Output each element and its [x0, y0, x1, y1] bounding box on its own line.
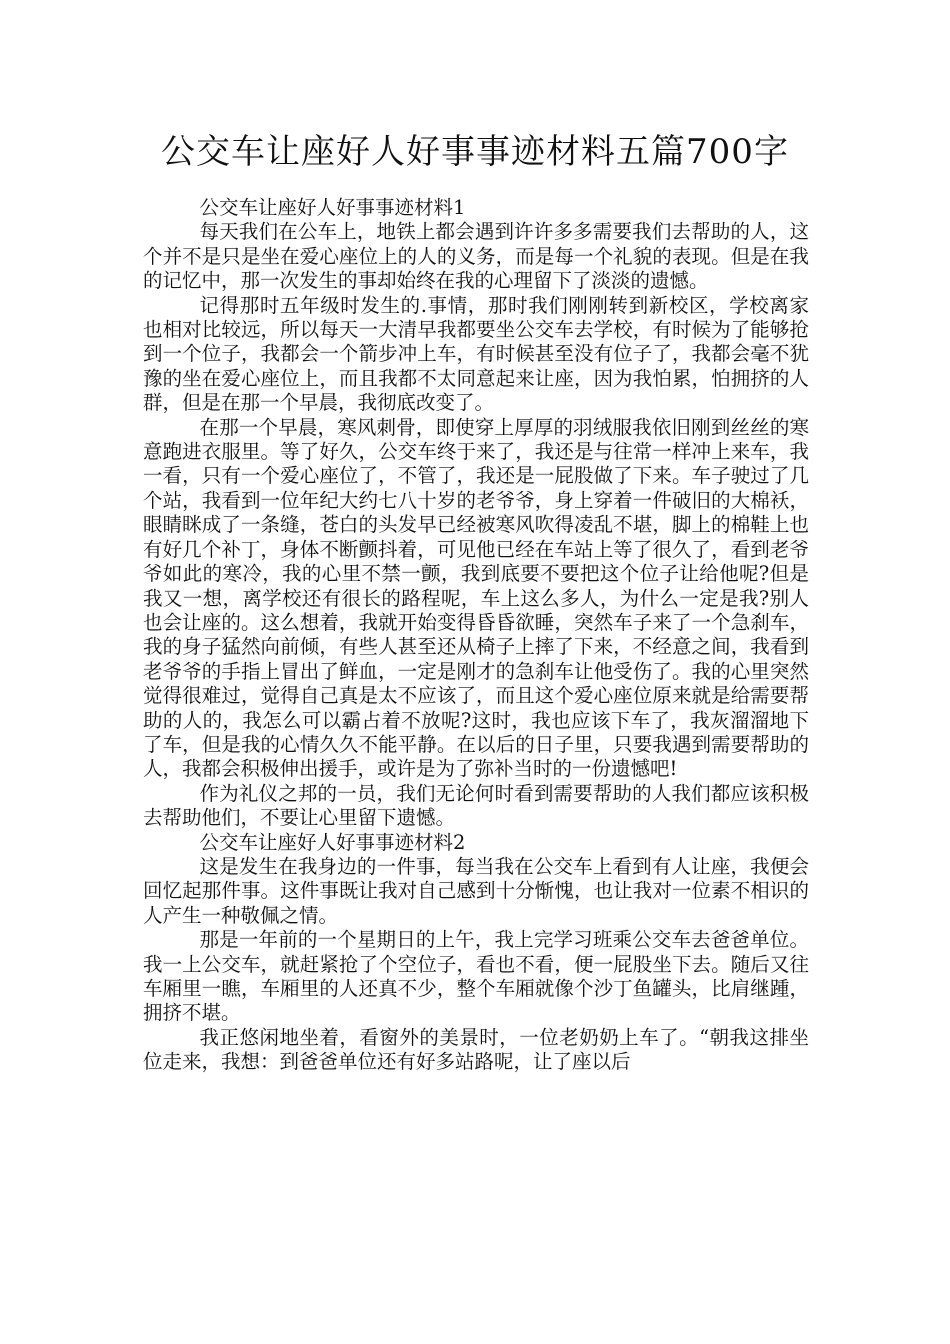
- section-heading-1: 公交车让座好人好事事迹材料1: [199, 196, 466, 219]
- document-body: [143, 196, 809, 1075]
- paragraph: 那是一年前的一个星期日的上午，我上完学习班乘公交车去爸爸单位。我一上公交车，就赶紧抢了个空位子，看也不看，便一屁股坐下去。随后又往车厢里一瞧，车厢里的人还真不少，整个车厢就像个沙丁鱼罐头，比肩继踵，拥挤不堪。: [143, 928, 809, 1025]
- paragraph: 在那一个早晨，寒风刺骨，即使穿上厚厚的羽绒服我依旧刚到丝丝的寒意跑进衣服里。等了好久，公交车终于来了，我还是与往常一样冲上来车，我一看，只有一个爱心座位了，不管了，我还是一屁股做了下来。车子驶过了几个站，我看到一位年纪大约七八十岁的老爷爷，身上穿着一件破旧的大棉袄，眼睛眯成了一条缝，苍白的头发早已经被寒风吹得凌乱不堪，脚上的棉鞋上也有好几个补丁，身体不断颤抖着，可见他已经在车站上等了很久了，看到老爷爷如此的寒冷，我的心里不禁一颤，我到底要不要把这个位子让给他呢?但是我又一想，离学校还有很长的路程呢，车上这么多人，为什么一定是我?别人也会让座的。这么想着，我就开始变得昏昏欲睡，突然车子来了一个急刹车，我的身子猛然向前倾，有些人甚至还从椅子上摔了下来，不经意之间，我看到老爷爷的手指上冒出了鲜血，一定是刚才的急刹车让他受伤了。我的心里突然觉得很难过，觉得自己真是太不应该了，而且这个爱心座位原来就是给需要帮助的人的，我怎么可以霸占着不放呢?这时，我也应该下车了，我灰溜溜地下了车，但是我的心情久久不能平静。在以后的日子里，只要我遇到需要帮助的人，我都会积极伸出援手，或许是为了弥补当时的一份遗憾吧!: [143, 415, 809, 781]
- paragraph: 记得那时五年级时发生的.事情，那时我们刚刚转到新校区，学校离家也相对比较远，所以每天一大清早我都要坐公交车去学校，有时候为了能够抢到一个位子，我都会一个箭步冲上车，有时候甚至没有位子了，我都会毫不犹豫的坐在爱心座位上，而且我都不太同意起来让座，因为我怕累，怕拥挤的人群，但是在那一个早晨，我彻底改变了。: [143, 293, 809, 415]
- paragraph: 每天我们在公车上，地铁上都会遇到许许多多需要我们去帮助的人，这个并不是只是坐在爱心座位上的人的义务，而是每一个礼貌的表现。但是在我的记忆中，那一次发生的事却始终在我的心理留下了淡淡的遗憾。: [143, 220, 809, 293]
- section-heading-2: 公交车让座好人好事事迹材料2: [199, 830, 466, 854]
- paragraph: 作为礼仪之邦的一员，我们无论何时看到需要帮助的人我们都应该积极去帮助他们，不要让心里留下遗憾。: [143, 781, 809, 830]
- paragraph: 这是发生在我身边的一件事，每当我在公交车上看到有人让座，我便会回忆起那件事。这件事既让我对自己感到十分惭愧，也让我对一位素不相识的人产生一种敬佩之情。: [143, 854, 809, 927]
- document-title: 公交车让座好人好事事迹材料五篇700字: [161, 132, 789, 172]
- paragraph: 我正悠闲地坐着，看窗外的美景时，一位老奶奶上车了。“朝我这排坐位走来，我想：到爸爸单位还有好多站路呢，让了座以后: [143, 1025, 809, 1074]
